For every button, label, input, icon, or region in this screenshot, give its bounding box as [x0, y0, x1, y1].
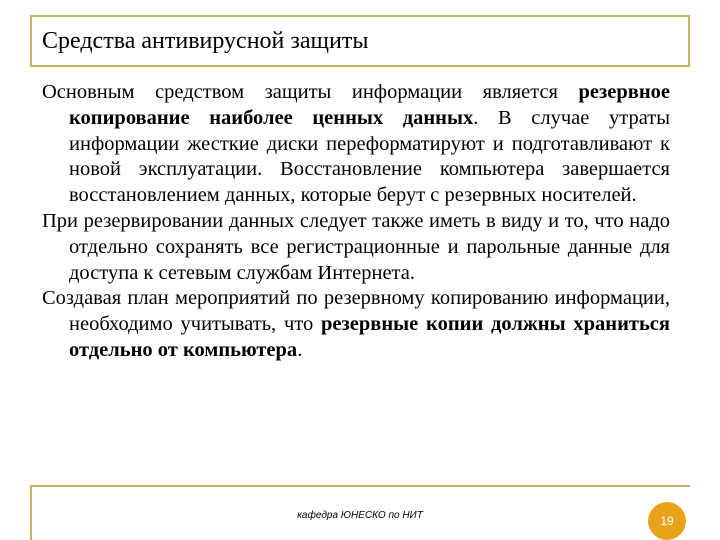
frame-left-line	[30, 15, 32, 67]
footer-left-line	[30, 485, 32, 540]
paragraph-text: .	[297, 338, 303, 361]
slide-title: Средства антивирусной защиты	[42, 28, 369, 54]
body-paragraph	[42, 209, 670, 286]
frame-right-line	[688, 15, 690, 67]
frame-top-line	[30, 15, 690, 17]
footer-text: кафедра ЮНЕСКО по НИТ	[297, 510, 423, 521]
footer-top-line	[30, 485, 690, 487]
paragraph-bold-text: резервные копии должны храниться отдельно от компьютера	[69, 313, 670, 361]
body-paragraph	[42, 286, 670, 363]
paragraph-text: При резервировании данных следует также иметь в виду и то, что надо отдельно сохранять все регистрационные и парольные данные для доступа к сетевым службам Интернета.	[42, 209, 670, 284]
paragraph-text: Основным средством защиты информации является	[42, 81, 579, 103]
body-paragraph	[42, 80, 670, 209]
slide-body	[42, 80, 670, 364]
paragraph-bold-text: резервное копирование наиболее ценных данных	[69, 81, 670, 129]
paragraph-text: . В случае утраты информации жесткие диски переформатируют и подготавливают к новой эксплуатации. Восстановление компьютера завершается восстановлением данных, которые берут с резервных носителей.	[69, 106, 670, 207]
page-number-badge: 19	[648, 502, 686, 540]
title-divider-line	[30, 65, 690, 67]
paragraph-text: Создавая план мероприятий по резервному копированию информации, необходимо учитывать, что	[42, 287, 670, 336]
